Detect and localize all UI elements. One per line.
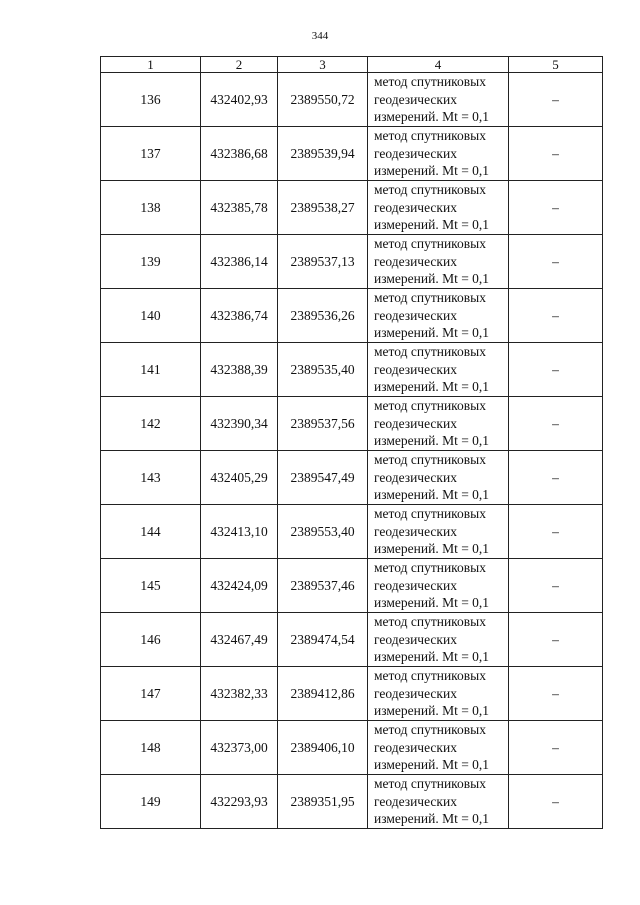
method-cell (368, 451, 509, 505)
point-number: 137 (101, 127, 201, 181)
point-number: 142 (101, 397, 201, 451)
note-cell: – (509, 613, 603, 667)
coord-y: 2389474,54 (278, 613, 368, 667)
method-cell (368, 289, 509, 343)
note-cell: – (509, 721, 603, 775)
header-col-1: 1 (101, 57, 201, 73)
coord-x: 432390,34 (201, 397, 278, 451)
coord-y: 2389406,10 (278, 721, 368, 775)
method-cell (368, 775, 509, 829)
coord-x: 432386,74 (201, 289, 278, 343)
coord-y: 2389539,94 (278, 127, 368, 181)
point-number: 141 (101, 343, 201, 397)
coord-y: 2389351,95 (278, 775, 368, 829)
method-cell (368, 343, 509, 397)
page-number: 344 (311, 30, 329, 42)
point-number: 147 (101, 667, 201, 721)
table-row (101, 127, 603, 181)
point-number: 144 (101, 505, 201, 559)
coord-y: 2389535,40 (278, 343, 368, 397)
method-line-3: измерений. Mt = 0,1 (374, 217, 490, 233)
point-number: 146 (101, 613, 201, 667)
coord-x: 432373,00 (201, 721, 278, 775)
method-line-2: геодезических (374, 793, 457, 809)
note-cell: – (509, 451, 603, 505)
method-cell (368, 181, 509, 235)
method-line-3: измерений. Mt = 0,1 (374, 757, 490, 773)
point-number: 140 (101, 289, 201, 343)
coordinates-table (100, 56, 603, 829)
coord-y: 2389536,26 (278, 289, 368, 343)
method-line-1: метод спутниковых (374, 290, 486, 306)
method-line-3: измерений. Mt = 0,1 (374, 811, 490, 827)
method-line-3: измерений. Mt = 0,1 (374, 703, 490, 719)
coord-y: 2389537,46 (278, 559, 368, 613)
method-line-1: метод спутниковых (374, 128, 486, 144)
table-row (101, 397, 603, 451)
header-col-3: 3 (278, 57, 368, 73)
method-line-1: метод спутниковых (374, 182, 486, 198)
table-header (101, 57, 603, 73)
point-number: 143 (101, 451, 201, 505)
method-cell (368, 667, 509, 721)
method-line-3: измерений. Mt = 0,1 (374, 325, 490, 341)
method-line-1: метод спутниковых (374, 74, 486, 90)
point-number: 136 (101, 73, 201, 127)
coord-y: 2389537,56 (278, 397, 368, 451)
table-row (101, 613, 603, 667)
method-line-1: метод спутниковых (374, 236, 486, 252)
method-line-2: геодезических (374, 145, 457, 161)
header-row (101, 57, 603, 73)
method-line-2: геодезических (374, 91, 457, 107)
note-cell: – (509, 343, 603, 397)
coord-y: 2389538,27 (278, 181, 368, 235)
method-line-3: измерений. Mt = 0,1 (374, 541, 490, 557)
method-line-2: геодезических (374, 253, 457, 269)
method-line-3: измерений. Mt = 0,1 (374, 271, 490, 287)
method-line-2: геодезических (374, 577, 457, 593)
method-line-2: геодезических (374, 523, 457, 539)
note-cell: – (509, 397, 603, 451)
method-line-1: метод спутниковых (374, 614, 486, 630)
method-line-2: геодезических (374, 415, 457, 431)
coord-y: 2389537,13 (278, 235, 368, 289)
header-col-2: 2 (201, 57, 278, 73)
method-cell (368, 127, 509, 181)
point-number: 139 (101, 235, 201, 289)
method-cell (368, 721, 509, 775)
method-line-1: метод спутниковых (374, 776, 486, 792)
header-col-5: 5 (509, 57, 603, 73)
table-row (101, 505, 603, 559)
point-number: 148 (101, 721, 201, 775)
method-line-3: измерений. Mt = 0,1 (374, 109, 490, 125)
method-line-1: метод спутниковых (374, 722, 486, 738)
coord-y: 2389553,40 (278, 505, 368, 559)
table-row (101, 559, 603, 613)
method-line-2: геодезических (374, 199, 457, 215)
method-line-3: измерений. Mt = 0,1 (374, 487, 490, 503)
header-col-4: 4 (368, 57, 509, 73)
coord-x: 432424,09 (201, 559, 278, 613)
method-cell (368, 235, 509, 289)
coord-x: 432388,39 (201, 343, 278, 397)
coord-x: 432467,49 (201, 613, 278, 667)
coord-x: 432413,10 (201, 505, 278, 559)
method-cell (368, 397, 509, 451)
method-line-3: измерений. Mt = 0,1 (374, 595, 490, 611)
coord-y: 2389412,86 (278, 667, 368, 721)
note-cell: – (509, 73, 603, 127)
method-line-1: метод спутниковых (374, 452, 486, 468)
coord-y: 2389550,72 (278, 73, 368, 127)
table-row (101, 235, 603, 289)
method-line-1: метод спутниковых (374, 560, 486, 576)
coord-x: 432386,68 (201, 127, 278, 181)
method-line-3: измерений. Mt = 0,1 (374, 379, 490, 395)
table-row (101, 667, 603, 721)
table-row (101, 721, 603, 775)
coord-x: 432402,93 (201, 73, 278, 127)
method-line-2: геодезических (374, 739, 457, 755)
method-cell (368, 559, 509, 613)
method-line-2: геодезических (374, 469, 457, 485)
coord-x: 432385,78 (201, 181, 278, 235)
table-row (101, 343, 603, 397)
note-cell: – (509, 775, 603, 829)
note-cell: – (509, 559, 603, 613)
table-row (101, 181, 603, 235)
method-line-1: метод спутниковых (374, 668, 486, 684)
method-line-1: метод спутниковых (374, 506, 486, 522)
table-body (101, 73, 603, 829)
note-cell: – (509, 235, 603, 289)
method-line-3: измерений. Mt = 0,1 (374, 649, 490, 665)
method-cell (368, 613, 509, 667)
table-row (101, 73, 603, 127)
point-number: 149 (101, 775, 201, 829)
table-row (101, 451, 603, 505)
coord-x: 432386,14 (201, 235, 278, 289)
method-line-2: геодезических (374, 361, 457, 377)
note-cell: – (509, 667, 603, 721)
method-line-2: геодезических (374, 307, 457, 323)
method-line-2: геодезических (374, 631, 457, 647)
note-cell: – (509, 181, 603, 235)
coord-y: 2389547,49 (278, 451, 368, 505)
method-line-3: измерений. Mt = 0,1 (374, 433, 490, 449)
method-line-1: метод спутниковых (374, 344, 486, 360)
note-cell: – (509, 505, 603, 559)
method-cell (368, 505, 509, 559)
coord-x: 432293,93 (201, 775, 278, 829)
coord-x: 432382,33 (201, 667, 278, 721)
method-cell (368, 73, 509, 127)
method-line-3: измерений. Mt = 0,1 (374, 163, 490, 179)
point-number: 138 (101, 181, 201, 235)
note-cell: – (509, 289, 603, 343)
method-line-1: метод спутниковых (374, 398, 486, 414)
method-line-2: геодезических (374, 685, 457, 701)
note-cell: – (509, 127, 603, 181)
coord-x: 432405,29 (201, 451, 278, 505)
table-row (101, 775, 603, 829)
point-number: 145 (101, 559, 201, 613)
table-row (101, 289, 603, 343)
